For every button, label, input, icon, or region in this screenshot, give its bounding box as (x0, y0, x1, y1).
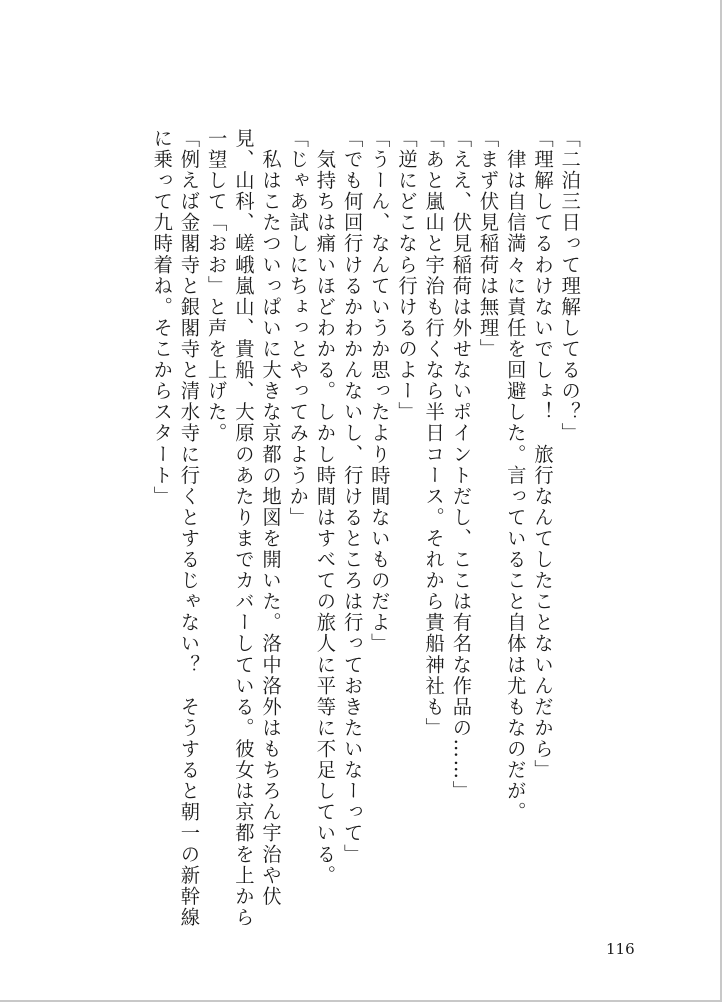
text-line: 一望して「おお」と声を上げた。 (204, 128, 227, 444)
text-line: 「うーん、なんていうか思ったより時間ないものだよ」 (368, 128, 391, 655)
page-number: 116 (606, 940, 635, 958)
text-line: 「例えば金閣寺と銀閣寺と清水寺に行くとするじゃない？ そうすると朝一の新幹線 (177, 128, 200, 928)
text-line: 「じゃあ試しにちょっとやってみようか」 (286, 128, 309, 528)
text-line: 「ええ、伏見稲荷は外せないポイントだし、ここは有名な作品の……」 (449, 128, 472, 802)
text-line: 見、山科、嵯峨嵐山、貴船、大原のあたりまでカバーしている。彼女は京都を上から (232, 128, 255, 928)
vertical-text-block (148, 128, 583, 928)
text-line: 気持ちは痛いほどわかる。しかし時間はすべての旅人に平等に不足している。 (313, 128, 336, 886)
text-line: 律は自信満々に責任を回避した。言っていること自体は尤もなのだが。 (504, 128, 526, 823)
text-line: 「でも何回行けるかわかんないし、行けるところは行っておきたいなーって」 (340, 128, 363, 865)
text-line: に乗って九時着ね。そこからスタート」 (150, 128, 173, 507)
text-line: 「まず伏見稲荷は無理」 (476, 128, 499, 360)
text-line: 「逆にどこなら行けるのよー」 (395, 128, 418, 423)
text-line: 私はこたついっぱいに大きな京都の地図を開いた。洛中洛外はもちろん宇治や伏 (259, 128, 282, 907)
text-line: 「理解してるわけないでしょ！ 旅行なんてしたことないんだから」 (531, 128, 554, 781)
text-line: 「二泊三日って理解してるの？」 (558, 128, 581, 444)
text-line: 「あと嵐山と宇治も行くなら半日コース。それから貴船神社も」 (422, 128, 445, 739)
